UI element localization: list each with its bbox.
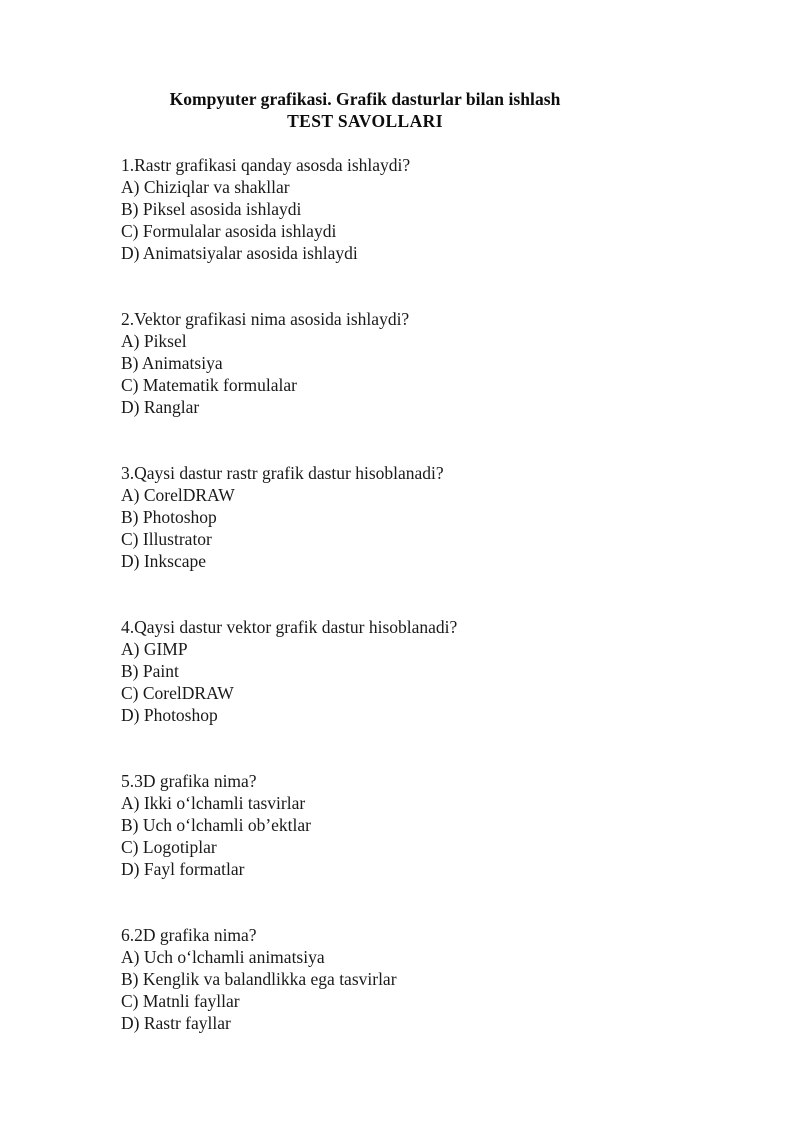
question-prompt: 6.2D grafika nima? [121, 925, 257, 945]
question-option-b[interactable]: B) Paint [121, 661, 179, 681]
question-option-b[interactable]: B) Animatsiya [121, 353, 223, 373]
question-option-c[interactable]: C) Illustrator [121, 529, 212, 549]
question-option-a[interactable]: A) Piksel [121, 331, 187, 351]
question-prompt: 3.Qaysi dastur rastr grafik dastur hisoblanadi? [121, 463, 444, 483]
question-option-c[interactable]: C) Formulalar asosida ishlaydi [121, 221, 337, 241]
question-prompt: 5.3D grafika nima? [121, 771, 257, 791]
document-body [121, 88, 681, 1034]
question-option-a[interactable]: A) Uch o‘lchamli animatsiya [121, 947, 325, 967]
question-option-b[interactable]: B) Piksel asosida ishlaydi [121, 199, 302, 219]
question-prompt: 2.Vektor grafikasi nima asosida ishlaydi? [121, 309, 410, 329]
question-option-c[interactable]: C) Logotiplar [121, 837, 217, 857]
question-option-a[interactable]: A) CorelDRAW [121, 485, 235, 505]
question-block [121, 616, 681, 726]
question-option-a[interactable]: A) Chiziqlar va shakllar [121, 177, 290, 197]
title-line-secondary: TEST SAVOLLARI [287, 111, 443, 131]
question-prompt: 4.Qaysi dastur vektor grafik dastur hisoblanadi? [121, 617, 458, 637]
question-option-b[interactable]: B) Kenglik va balandlikka ega tasvirlar [121, 969, 397, 989]
question-block [121, 924, 681, 1034]
question-option-c[interactable]: C) CorelDRAW [121, 683, 234, 703]
question-option-d[interactable]: D) Rastr fayllar [121, 1013, 231, 1033]
questions-list [121, 154, 681, 1034]
title-line-primary: Kompyuter grafikasi. Grafik dasturlar bilan ishlash [169, 89, 561, 109]
question-prompt: 1.Rastr grafikasi qanday asosda ishlaydi? [121, 155, 411, 175]
question-option-d[interactable]: D) Inkscape [121, 551, 207, 571]
question-option-b[interactable]: B) Uch o‘lchamli ob’ektlar [121, 815, 312, 835]
question-option-d[interactable]: D) Fayl formatlar [121, 859, 245, 879]
question-option-d[interactable]: D) Photoshop [121, 705, 218, 725]
question-option-d[interactable]: D) Animatsiyalar asosida ishlaydi [121, 243, 358, 263]
question-option-a[interactable]: A) GIMP [121, 639, 188, 659]
question-option-c[interactable]: C) Matnli fayllar [121, 991, 240, 1011]
question-option-c[interactable]: C) Matematik formulalar [121, 375, 297, 395]
question-block [121, 154, 681, 264]
question-block [121, 308, 681, 418]
question-option-d[interactable]: D) Ranglar [121, 397, 200, 417]
question-option-a[interactable]: A) Ikki o‘lchamli tasvirlar [121, 793, 306, 813]
question-block [121, 770, 681, 880]
question-option-b[interactable]: B) Photoshop [121, 507, 217, 527]
document-title [121, 88, 609, 132]
question-block [121, 462, 681, 572]
